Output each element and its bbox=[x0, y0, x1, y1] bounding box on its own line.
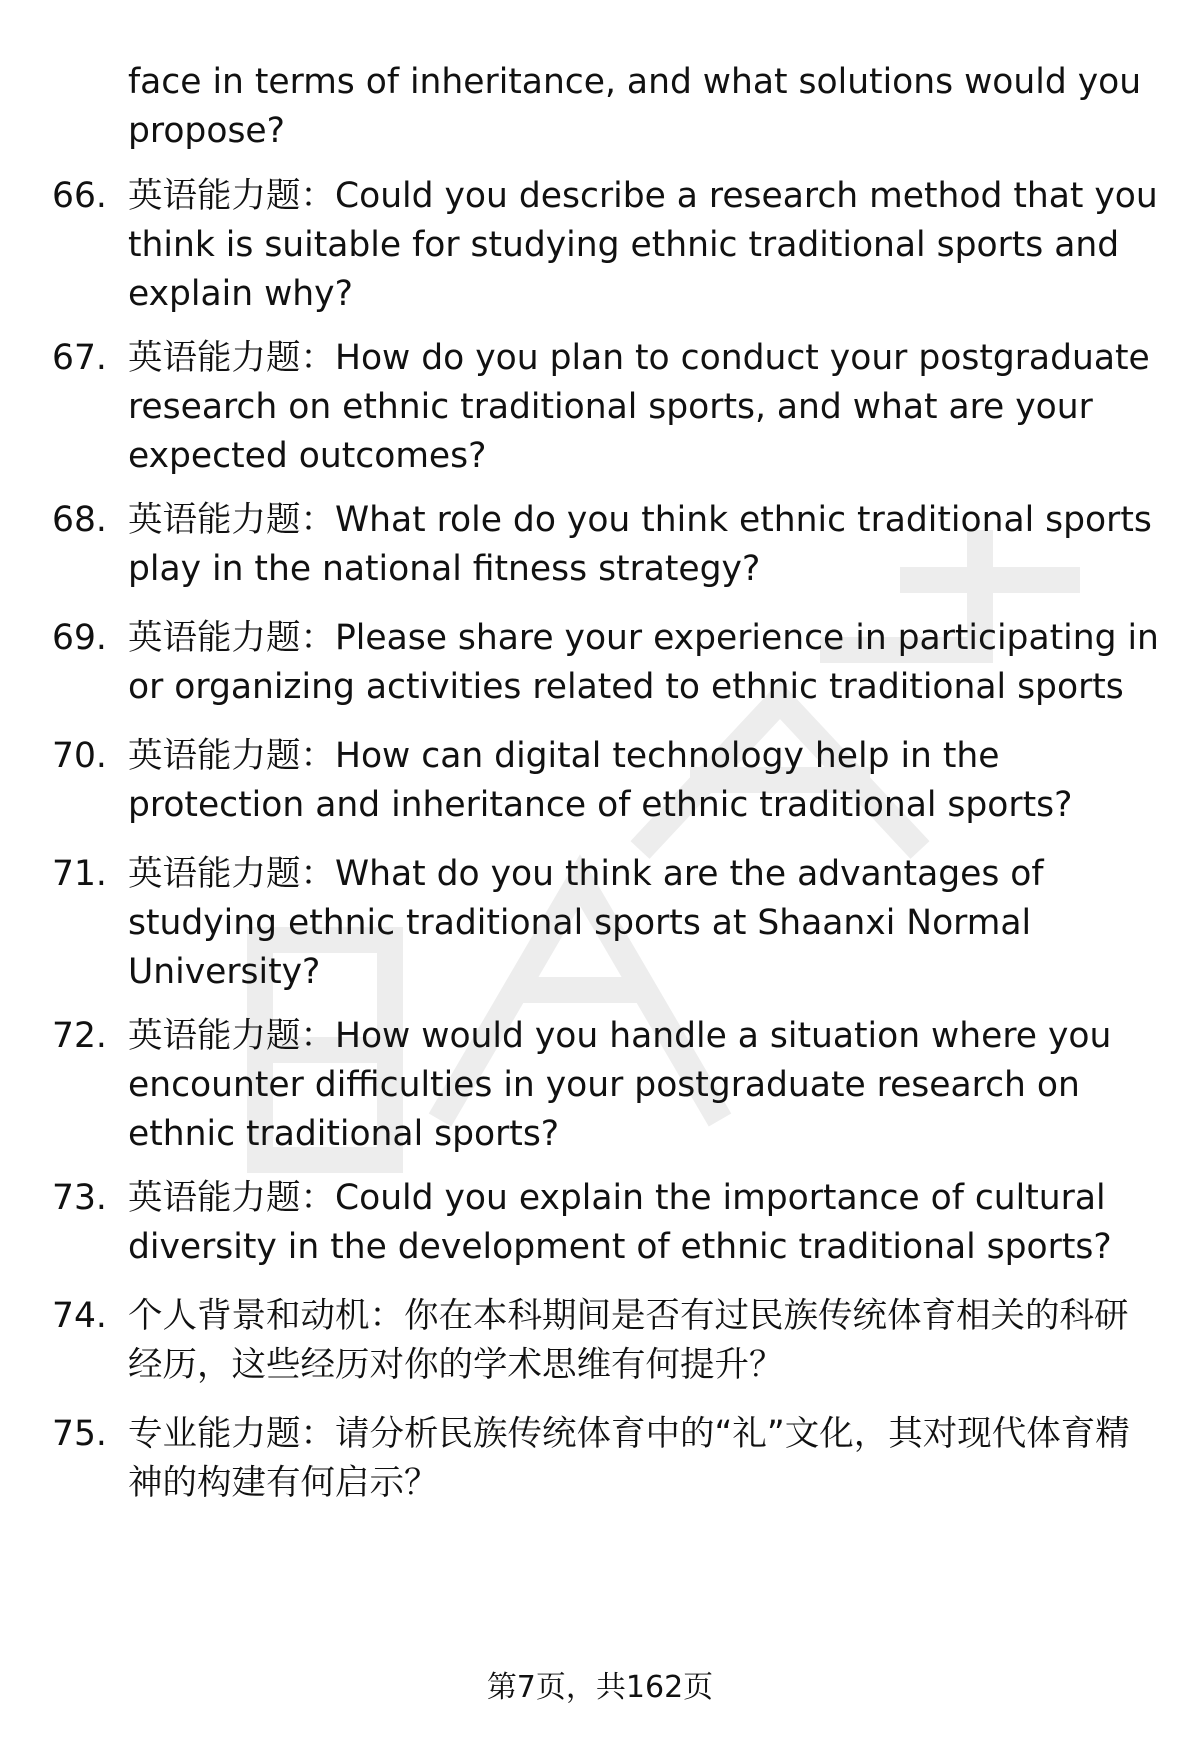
question-number: 74. bbox=[52, 1296, 107, 1336]
question-number: 70. bbox=[52, 736, 107, 776]
question-text: 专业能力题：请分析民族传统体育中的“礼”文化，其对现代体育精神的构建有何启示？ bbox=[128, 1414, 1130, 1503]
question-item bbox=[52, 732, 1160, 830]
question-item bbox=[52, 850, 1160, 997]
question-item bbox=[52, 1410, 1160, 1508]
question-number: 75. bbox=[52, 1414, 107, 1454]
question-number: 73. bbox=[52, 1178, 107, 1218]
question-number: 71. bbox=[52, 854, 107, 894]
question-text: 英语能力题：How would you handle a situation where you encounter difficulties in your postgraduate research on ethnic traditional sports? bbox=[128, 1016, 1112, 1154]
question-item bbox=[52, 1292, 1160, 1390]
question-text: 英语能力题：Please share your experience in participating in or organizing activities related to ethnic traditional sports bbox=[128, 618, 1159, 707]
question-text: 英语能力题：How do you plan to conduct your postgraduate research on ethnic traditional sports, and what are your expected outcomes? bbox=[128, 338, 1150, 476]
question-number: 68. bbox=[52, 500, 107, 540]
question-item bbox=[52, 614, 1160, 712]
question-item bbox=[52, 1012, 1160, 1159]
question-item bbox=[52, 172, 1160, 319]
continued-question-text: face in terms of inheritance, and what solutions would you propose? bbox=[128, 62, 1142, 151]
question-text: 个人背景和动机：你在本科期间是否有过民族传统体育相关的科研经历，这些经历对你的学术思维有何提升？ bbox=[128, 1296, 1129, 1385]
question-number: 72. bbox=[52, 1016, 107, 1056]
question-item bbox=[52, 496, 1160, 594]
question-text: 英语能力题：Could you explain the importance of cultural diversity in the development of ethnic traditional sports? bbox=[128, 1178, 1112, 1267]
question-item bbox=[52, 1174, 1160, 1272]
question-number: 69. bbox=[52, 618, 107, 658]
question-number: 67. bbox=[52, 338, 107, 378]
page-footer: 第7页，共162页 bbox=[486, 1670, 714, 1705]
question-text: 英语能力题：What do you think are the advantages of studying ethnic traditional sports at Shaanxi Normal University? bbox=[128, 854, 1044, 992]
question-number: 66. bbox=[52, 176, 107, 216]
question-text: 英语能力题：How can digital technology help in the protection and inheritance of ethnic traditional sports? bbox=[128, 736, 1073, 825]
question-text: 英语能力题：What role do you think ethnic traditional sports play in the national fitness strategy? bbox=[128, 500, 1152, 589]
question-item bbox=[52, 334, 1160, 481]
question-text: 英语能力题：Could you describe a research method that you think is suitable for studying ethnic traditional sports and explain why? bbox=[128, 176, 1158, 314]
